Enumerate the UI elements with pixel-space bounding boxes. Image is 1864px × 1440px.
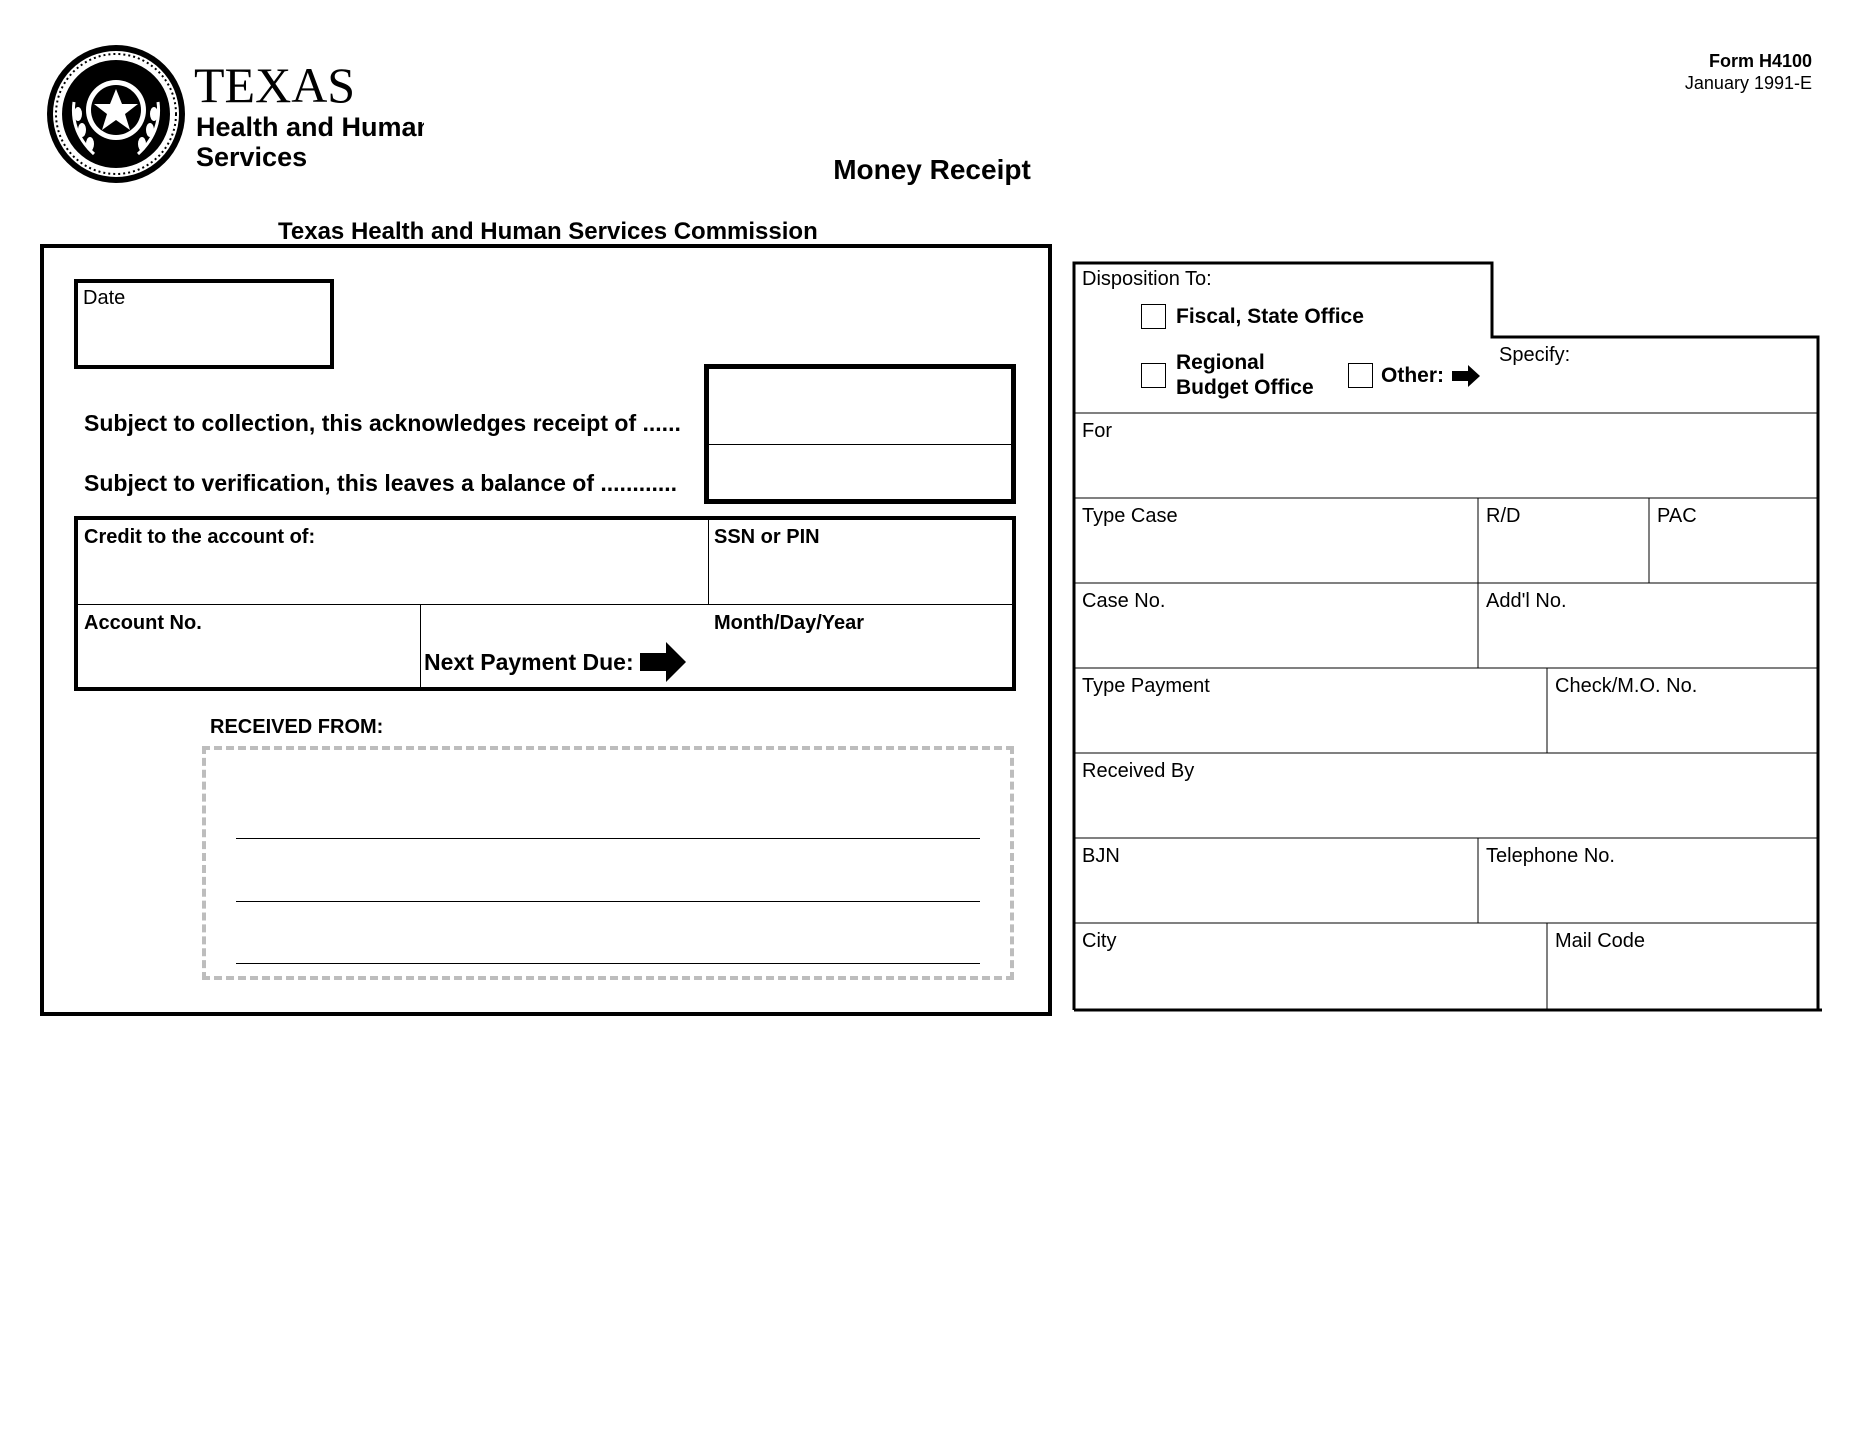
other-option[interactable] (1348, 363, 1480, 388)
credit-account-label: Credit to the account of: (84, 526, 316, 548)
city-label: City (1082, 930, 1117, 952)
telephone-label: Telephone No. (1486, 845, 1615, 867)
for-field[interactable] (1075, 414, 1818, 498)
type-case-field[interactable] (1075, 499, 1478, 583)
logo-texas-text: TEXAS (194, 57, 356, 113)
collection-statement: Subject to collection, this acknowledges receipt of ...... (84, 410, 681, 436)
addl-no-label: Add'l No. (1486, 590, 1567, 612)
type-payment-field[interactable] (1075, 669, 1547, 753)
regional-label-line2: Budget Office (1176, 376, 1314, 399)
bjn-field[interactable] (1075, 839, 1478, 923)
telephone-field[interactable] (1479, 839, 1818, 923)
pac-label: PAC (1657, 505, 1697, 527)
fiscal-state-office-option[interactable] (1141, 304, 1364, 329)
logo-line1-text: Health and Human (196, 112, 424, 142)
date-label: Date (83, 287, 126, 309)
case-no-label: Case No. (1082, 590, 1166, 612)
commission-heading: Texas Health and Human Services Commission (278, 218, 818, 245)
pac-field[interactable] (1650, 499, 1818, 583)
ssn-pin-label: SSN or PIN (714, 526, 820, 548)
fiscal-checkbox[interactable] (1141, 304, 1166, 329)
bjn-label: BJN (1082, 845, 1120, 867)
regional-checkbox[interactable] (1141, 363, 1166, 388)
disposition-label: Disposition To: (1082, 268, 1212, 290)
other-checkbox[interactable] (1348, 363, 1373, 388)
rd-field[interactable] (1479, 499, 1649, 583)
arrow-right-icon (1452, 365, 1480, 387)
other-label: Other: (1381, 364, 1444, 387)
for-label: For (1082, 420, 1112, 442)
check-mo-label: Check/M.O. No. (1555, 675, 1698, 697)
fiscal-label: Fiscal, State Office (1176, 305, 1364, 328)
form-date: January 1991-E (1684, 73, 1812, 93)
type-case-label: Type Case (1082, 505, 1178, 527)
received-from-label: RECEIVED FROM: (210, 716, 384, 738)
verification-statement: Subject to verification, this leaves a balance of ............ (84, 470, 678, 496)
addl-no-field[interactable] (1479, 584, 1818, 668)
logo-line2-text: Services (196, 142, 308, 172)
specify-label: Specify: (1499, 344, 1571, 366)
account-no-label: Account No. (84, 612, 202, 634)
next-payment-label: Next Payment Due: (424, 648, 634, 675)
mail-code-field[interactable] (1548, 924, 1818, 1008)
regional-label (1176, 350, 1314, 400)
case-no-field[interactable] (1075, 584, 1478, 668)
rd-label: R/D (1486, 505, 1521, 527)
regional-budget-option[interactable] (1141, 350, 1314, 400)
city-field[interactable] (1075, 924, 1547, 1008)
form-number: Form H4100 (1708, 51, 1812, 71)
specify-field[interactable] (1492, 338, 1818, 413)
type-payment-label: Type Payment (1082, 675, 1210, 697)
received-by-field[interactable] (1075, 754, 1818, 838)
check-mo-field[interactable] (1548, 669, 1818, 753)
regional-label-line1: Regional (1176, 351, 1265, 374)
mail-code-label: Mail Code (1555, 930, 1646, 952)
received-by-label: Received By (1082, 760, 1195, 782)
month-day-year-label: Month/Day/Year (714, 612, 865, 634)
page-title: Money Receipt (833, 154, 1031, 185)
